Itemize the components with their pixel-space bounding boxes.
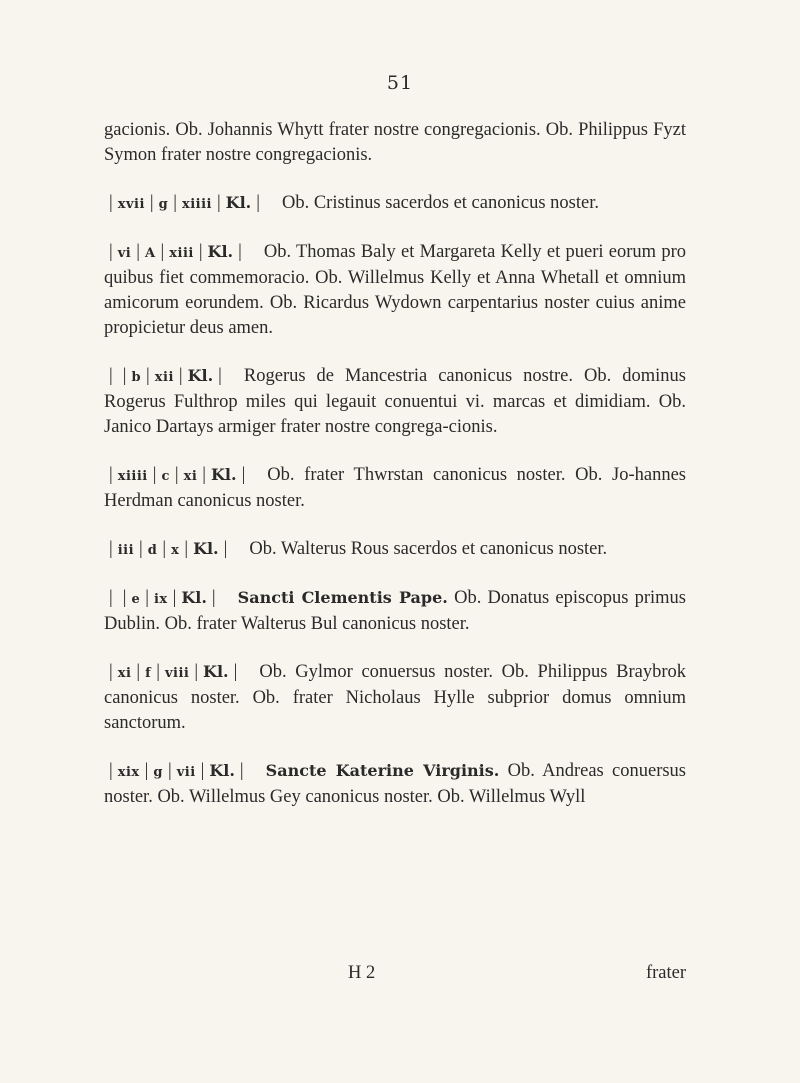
- column-rule: |: [145, 588, 149, 608]
- column-rule: |: [156, 662, 160, 682]
- column-rule: |: [173, 193, 177, 213]
- calendar-entry: [104, 758, 686, 810]
- entry-text: Ob. frater Thwrstan canonicus noster. Ob. Jo-hannes Herdman canonicus noster.: [104, 465, 686, 511]
- entry-text: Ob. Thomas Baly et Margareta Kelly et pueri eorum pro quibus fiet commemoracio. Ob. Willelmus Kelly et Anna Whetall et omnium amicorum eorundem. Ob. Ricardus Wydown carpentarius noster cuius anime propicietur deus amen.: [104, 242, 686, 338]
- calendar-entry: [104, 118, 686, 168]
- entry-text: Ob. Walterus Rous sacerdos et canonicus noster.: [249, 539, 608, 559]
- column-rule: |: [109, 465, 113, 485]
- entry-text: Rogerus de Mancestria canonicus nostre. Ob. dominus Rogerus Fulthrop miles qui legauit conuentui vi. marcas et dimidiam. Ob. Janico Dartays armiger frater nostre congrega-cionis.: [104, 366, 686, 437]
- column-rule: |: [198, 242, 203, 262]
- page-number: 51: [386, 72, 414, 94]
- feast-day: Sancti Clementis Pape.: [237, 588, 448, 607]
- entry-text: Ob. Gylmor conuersus noster. Ob. Philippus Braybrok canonicus noster. Ob. frater Nicholaus Hylle subprior domus omnium sanctorum.: [104, 662, 686, 733]
- kalends-label: Kl.: [209, 761, 235, 780]
- kalends-day: xiii: [169, 246, 194, 261]
- column-rule: |: [146, 366, 150, 386]
- golden-number: xiiii: [117, 469, 148, 484]
- calendar-entry: [104, 363, 686, 440]
- calendar-entry: [104, 536, 686, 563]
- calendar-entry: [104, 239, 686, 341]
- page-footer: [104, 963, 686, 989]
- calendar-columns: [104, 539, 249, 559]
- dominical-letter: g: [158, 197, 169, 212]
- kalends-label: Kl.: [211, 465, 237, 484]
- kalends-label: Kl.: [181, 588, 207, 607]
- dominical-letter: A: [144, 246, 156, 261]
- catchword: frater: [645, 963, 686, 983]
- calendar-entry: [104, 462, 686, 514]
- column-rule: |: [109, 539, 113, 559]
- dominical-letter: e: [131, 592, 141, 607]
- golden-number: xvii: [117, 197, 145, 212]
- kalends-day: ix: [153, 592, 168, 607]
- dominical-letter: d: [147, 543, 158, 558]
- kalends-label: Kl.: [207, 242, 234, 261]
- column-rule: |: [256, 193, 260, 213]
- column-rule: |: [211, 588, 216, 608]
- column-rule: |: [216, 193, 221, 213]
- entry-text: gacionis. Ob. Johannis Whytt frater nostre congregacionis. Ob. Philippus Fyzt Symon frater nostre congregacionis.: [104, 120, 686, 165]
- entry-text: Ob. Andreas conuersus noster. Ob. Willelmus Gey canonicus noster. Ob. Willelmus Wyll: [104, 761, 687, 807]
- dominical-letter: f: [145, 666, 152, 681]
- column-rule: |: [200, 761, 205, 781]
- column-rule: |: [160, 242, 165, 262]
- calendar-columns: [104, 662, 259, 682]
- column-rule: |: [167, 761, 172, 781]
- column-rule: |: [241, 465, 246, 485]
- kalends-day: xi: [183, 469, 198, 484]
- dominical-letter: b: [131, 370, 142, 385]
- column-rule: |: [238, 242, 242, 262]
- column-rule: |: [109, 193, 113, 213]
- column-rule: |: [152, 465, 157, 485]
- golden-number: xi: [117, 666, 132, 681]
- kalends-label: Kl.: [203, 662, 229, 681]
- column-rule: |: [162, 539, 167, 559]
- kalends-day: x: [171, 543, 180, 558]
- kalends-day: viii: [164, 666, 190, 681]
- golden-number: vi: [117, 246, 132, 261]
- feast-day: Sancte Katerine Virginis.: [265, 761, 500, 780]
- calendar-columns: [104, 242, 264, 262]
- column-rule: |: [144, 761, 149, 781]
- entry-text: Ob. Cristinus sacerdos et canonicus noster.: [281, 193, 599, 213]
- calendar-entry: [104, 585, 686, 637]
- column-rule: |: [109, 588, 113, 608]
- column-rule: |: [122, 366, 127, 386]
- calendar-columns: [104, 761, 266, 781]
- column-rule: |: [223, 539, 228, 559]
- column-rule: |: [178, 366, 183, 386]
- column-rule: |: [149, 193, 154, 213]
- column-rule: |: [109, 761, 113, 781]
- golden-number: iii: [117, 543, 135, 558]
- column-rule: |: [172, 588, 177, 608]
- dominical-letter: g: [153, 765, 163, 780]
- dominical-letter: c: [161, 469, 170, 484]
- column-rule: |: [136, 242, 140, 262]
- column-rule: |: [202, 465, 207, 485]
- kalends-day: xii: [154, 370, 174, 385]
- column-rule: |: [109, 242, 113, 262]
- kalends-day: vii: [176, 765, 196, 780]
- kalends-label: Kl.: [193, 539, 219, 558]
- entry-text: Ob. Donatus episcopus primus Dublin. Ob. frater Walterus Bul canonicus noster.: [104, 588, 687, 634]
- calendar-entry: [104, 659, 686, 736]
- column-rule: |: [139, 539, 143, 559]
- kalends-label: Kl.: [187, 366, 214, 385]
- calendar-text: [104, 118, 686, 832]
- kalends-label: Kl.: [225, 193, 252, 212]
- calendar-columns: [104, 366, 244, 386]
- calendar-columns: [104, 465, 267, 485]
- signature-mark: H 2: [348, 963, 376, 983]
- column-rule: |: [136, 662, 141, 682]
- calendar-columns: [104, 588, 238, 608]
- column-rule: |: [109, 366, 113, 386]
- column-rule: |: [184, 539, 189, 559]
- calendar-columns: [104, 193, 282, 213]
- column-rule: |: [174, 465, 179, 485]
- kalends-day: xiiii: [181, 197, 212, 212]
- column-rule: |: [122, 588, 127, 608]
- golden-number: xix: [117, 765, 140, 780]
- calendar-entry: [104, 190, 686, 217]
- column-rule: |: [233, 662, 238, 682]
- column-rule: |: [109, 662, 113, 682]
- column-rule: |: [218, 366, 222, 386]
- column-rule: |: [239, 761, 244, 781]
- column-rule: |: [194, 662, 199, 682]
